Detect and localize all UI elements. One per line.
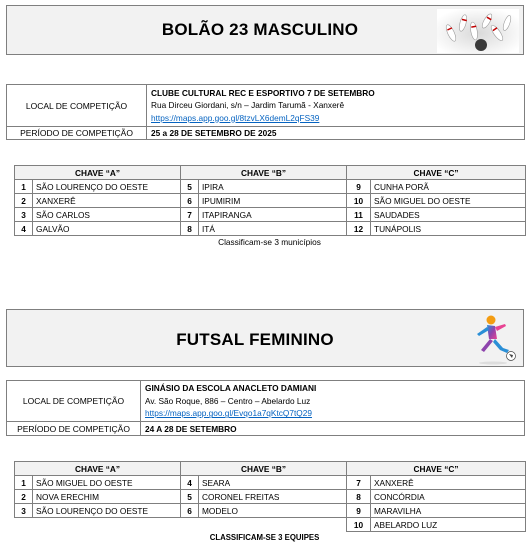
- futsal-player-icon: [459, 312, 519, 366]
- section2-info-table: [6, 380, 525, 436]
- section1-note: Classificam-se 3 municípios: [218, 237, 321, 247]
- team-name: ITÁ: [199, 222, 347, 236]
- team-number: 12: [347, 222, 371, 236]
- team-number: 1: [15, 180, 33, 194]
- section1-info-table: [6, 84, 525, 140]
- team-number: 5: [181, 490, 199, 504]
- period-value: 24 A 28 DE SETEMBRO: [141, 422, 525, 436]
- table-row: [15, 180, 526, 194]
- venue-cell: [147, 85, 525, 127]
- team-name: IPUMIRIM: [199, 194, 347, 208]
- section2-groups-table: [14, 461, 526, 532]
- group-c-header: CHAVE “C”: [347, 166, 526, 180]
- table-row: [15, 194, 526, 208]
- team-number: 5: [181, 180, 199, 194]
- team-number: 11: [347, 208, 371, 222]
- team-number: 2: [15, 490, 33, 504]
- venue-label: LOCAL DE COMPETIÇÃO: [7, 381, 141, 422]
- team-number: 9: [347, 180, 371, 194]
- team-name: SÃO MIGUEL DO OESTE: [33, 476, 181, 490]
- team-number: 6: [181, 504, 199, 518]
- team-number: 2: [15, 194, 33, 208]
- section1-groups-table: [14, 165, 526, 236]
- section2-title: FUTSAL FEMININO: [176, 330, 334, 349]
- team-name: SÃO MIGUEL DO OESTE: [371, 194, 526, 208]
- team-name: CORONEL FREITAS: [199, 490, 347, 504]
- section1-title: BOLÃO 23 MASCULINO: [161, 20, 359, 39]
- group-a-header: CHAVE “A”: [15, 166, 181, 180]
- table-row: [15, 476, 526, 490]
- venue-address: Av. São Roque, 886 – Centro – Abelardo Luz: [145, 395, 311, 406]
- team-number: 8: [181, 222, 199, 236]
- period-label: PERÍODO DE COMPETIÇÃO: [7, 127, 147, 140]
- team-name: SÃO LOURENÇO DO OESTE: [33, 504, 181, 518]
- period-label: PERÍODO DE COMPETIÇÃO: [7, 422, 141, 436]
- team-name: MARAVILHA: [371, 504, 526, 518]
- team-name: CONCÓRDIA: [371, 490, 526, 504]
- team-number: 6: [181, 194, 199, 208]
- team-number: 3: [15, 504, 33, 518]
- venue-map-link[interactable]: https://maps.app.goo.gl/Evqo1a7qKtcQ7tQ29: [145, 408, 312, 419]
- team-number: 7: [181, 208, 199, 222]
- team-name: SAUDADES: [371, 208, 526, 222]
- team-name: SEARA: [199, 476, 347, 490]
- team-number: 4: [181, 476, 199, 490]
- team-name: XANXERÊ: [371, 476, 526, 490]
- team-number: 7: [347, 476, 371, 490]
- team-number: 3: [15, 208, 33, 222]
- team-name: ABELARDO LUZ: [371, 518, 526, 532]
- team-name: GALVÃO: [33, 222, 181, 236]
- group-b-header: CHAVE “B”: [181, 462, 347, 476]
- group-b-header: CHAVE “B”: [181, 166, 347, 180]
- section2-banner: [6, 309, 524, 367]
- venue-cell: [141, 381, 525, 422]
- table-row: [15, 222, 526, 236]
- team-name: XANXERÊ: [33, 194, 181, 208]
- venue-map-link[interactable]: https://maps.app.goo.gl/8tzvLX6demL2qFS39: [151, 112, 320, 123]
- team-number: 4: [15, 222, 33, 236]
- venue-label: LOCAL DE COMPETIÇÃO: [7, 85, 147, 127]
- team-number: 10: [347, 194, 371, 208]
- team-name: MODELO: [199, 504, 347, 518]
- team-number: 9: [347, 504, 371, 518]
- table-row: [15, 208, 526, 222]
- group-c-header: CHAVE “C”: [347, 462, 526, 476]
- bowling-pins-icon: [437, 9, 519, 53]
- table-row: [15, 504, 526, 518]
- period-value: 25 a 28 DE SETEMBRO DE 2025: [147, 127, 525, 140]
- team-name: CUNHA PORÃ: [371, 180, 526, 194]
- team-number: 10: [347, 518, 371, 532]
- table-row: [15, 490, 526, 504]
- team-name: TUNÁPOLIS: [371, 222, 526, 236]
- team-name: SÃO LOURENÇO DO OESTE: [33, 180, 181, 194]
- team-name: NOVA ERECHIM: [33, 490, 181, 504]
- table-row: [15, 518, 526, 532]
- team-name: ITAPIRANGA: [199, 208, 347, 222]
- group-a-header: CHAVE “A”: [15, 462, 181, 476]
- section1-banner: [6, 5, 524, 55]
- venue-address: Rua Dirceu Giordani, s/n – Jardim Tarumã - Xanxerê: [151, 100, 345, 111]
- venue-name: GINÁSIO DA ESCOLA ANACLETO DAMIANI: [145, 383, 317, 394]
- section2-note: CLASSIFICAM-SE 3 EQUIPES: [209, 533, 320, 542]
- team-name: SÃO CARLOS: [33, 208, 181, 222]
- venue-name: CLUBE CULTURAL REC E ESPORTIVO 7 DE SETEMBRO: [151, 87, 375, 98]
- team-number: 1: [15, 476, 33, 490]
- team-name: IPIRA: [199, 180, 347, 194]
- team-number: 8: [347, 490, 371, 504]
